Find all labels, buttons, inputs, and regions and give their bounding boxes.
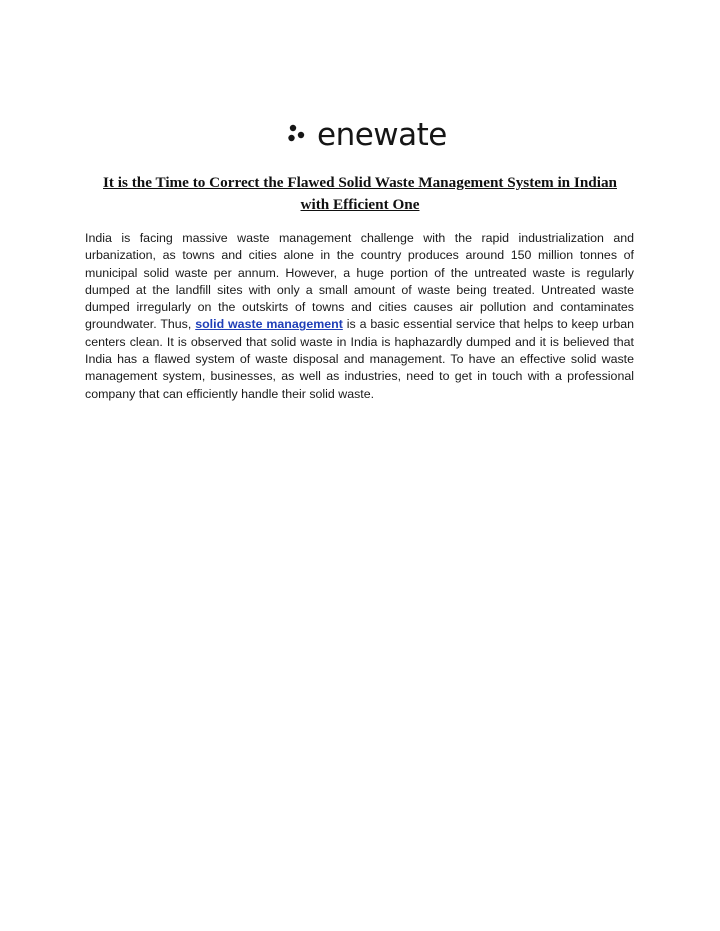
brand-logo <box>287 118 447 152</box>
logo-text: enewate <box>317 116 447 153</box>
paragraph-text-before-link: India is facing massive waste management challenge with the rapid industrialization and urbanization, as towns and cities alone in the country produces around 150 million tonnes of municipal solid waste per annum. However, a huge portion of the untreated waste is regularly dumped at the landfill sites with only a small amount of waste being treated. Untreated waste dumped irregularly on the outskirts of towns and cities causes air pollution and contaminates groundwater. Thus, <box>85 231 634 332</box>
body-paragraph <box>85 230 634 403</box>
solid-waste-management-link[interactable]: solid waste management <box>195 317 343 332</box>
three-dots-icon <box>287 123 311 147</box>
document-title: It is the Time to Correct the Flawed Solid Waste Management System in Indian with Efficient One <box>103 174 617 213</box>
paragraph-text-after-link: is a basic essential service that helps to keep urban centers clean. It is observed that solid waste in India is haphazardly dumped and it is believed that India has a flawed system of waste disposal and management. To have an effective solid waste management system, businesses, as well as industries, need to get in touch with a professional company that can efficiently handle their solid waste. <box>85 317 634 401</box>
